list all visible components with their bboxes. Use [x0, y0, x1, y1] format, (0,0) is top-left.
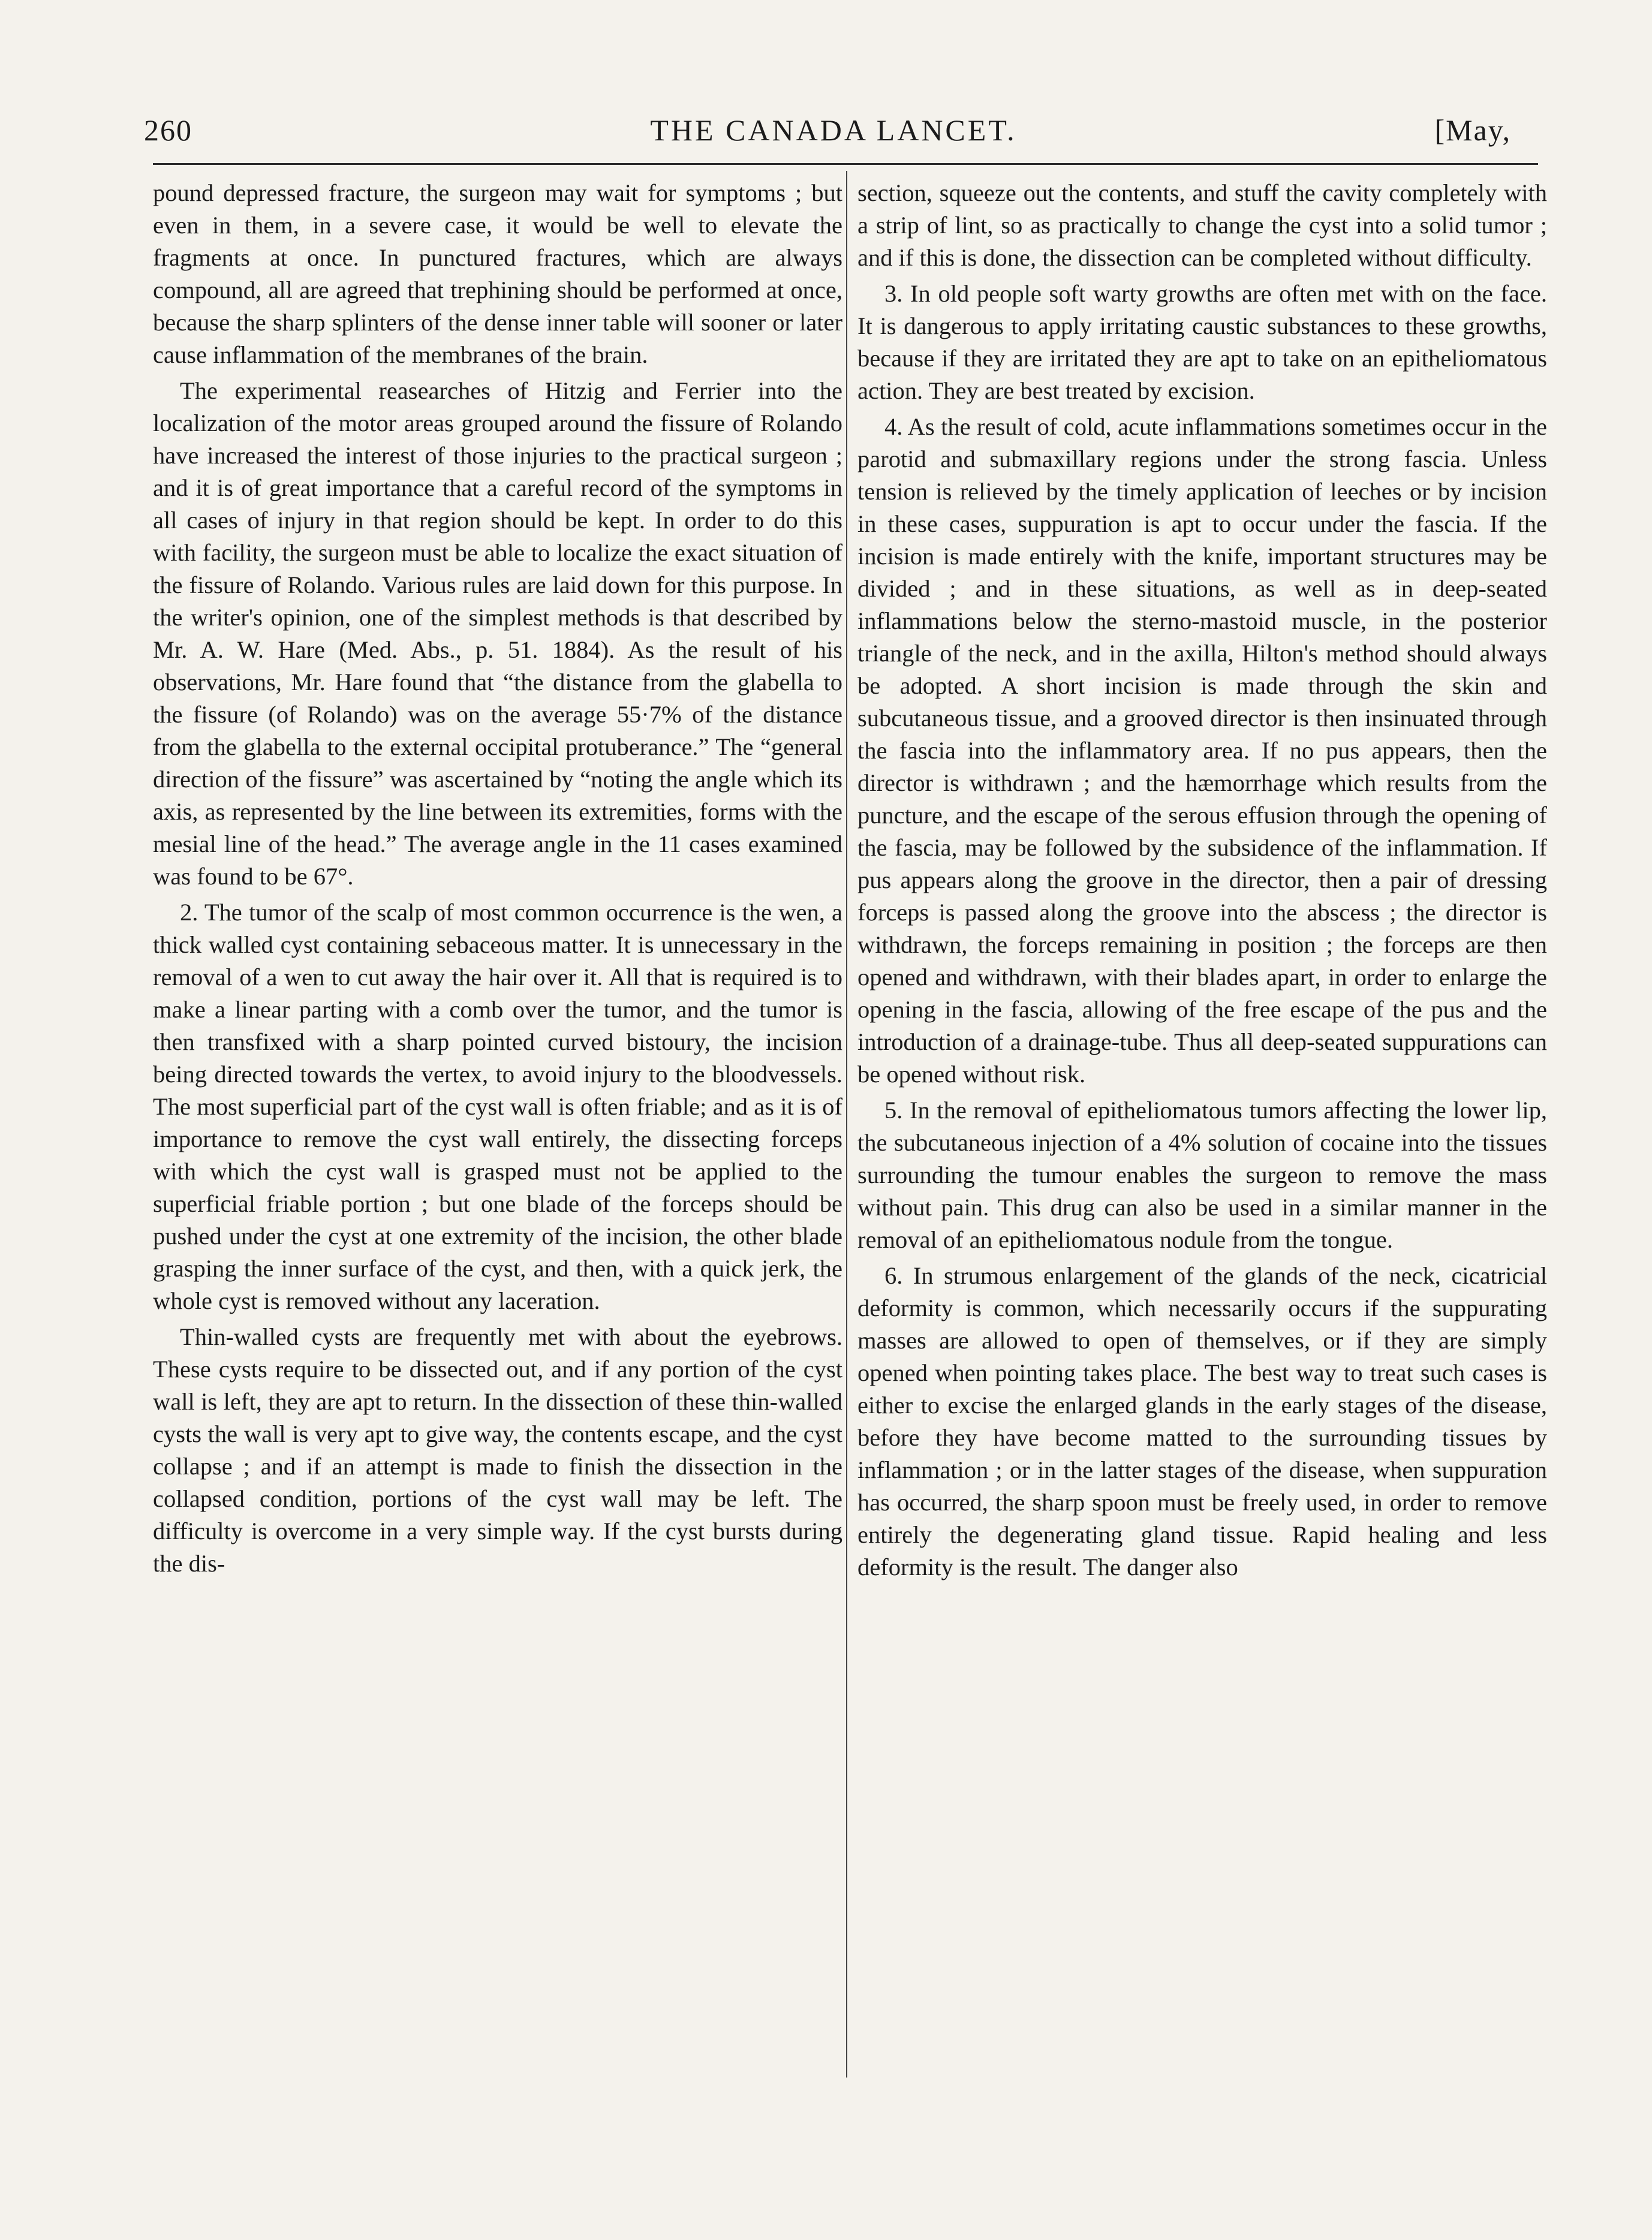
paragraph: 3. In old people soft warty growths are often met with on the face. It is dangerous to apply irritating caustic substances to these growths, because if they are irritated they are apt to take on an epitheliomatous action. They are best treated by excision. — [857, 280, 1547, 404]
left-column — [153, 177, 842, 2155]
right-column — [857, 177, 1547, 2155]
header-rule — [153, 163, 1538, 165]
paragraph: Thin-walled cysts are frequently met with about the eyebrows. These cysts require to be dissected out, and if any portion of the cyst wall is left, they are apt to return. In the dissection of these thin-walled cysts the wall is very apt to give way, the contents escape, and the cyst collapse ; and if an attempt is made to finish the dissection in the collapsed condition, portions of the cyst wall may be left. The difficulty is overcome in a very simple way. If the cyst bursts during the dis- — [153, 1323, 842, 1577]
paragraph: pound depressed fracture, the surgeon may wait for symptoms ; but even in them, in a severe case, it would be well to elevate the fragments at once. In punctured fractures, which are always compound, all are agreed that trephining should be performed at once, because the sharp splinters of the dense inner table will sooner or later cause inflammation of the membranes of the brain. — [153, 179, 842, 368]
journal-title: THE CANADA LANCET. — [650, 113, 1017, 147]
paragraph: 4. As the result of cold, acute inflammations sometimes occur in the parotid and submaxillary regions under the strong fascia. Unless tension is relieved by the timely application of leeches or by incision in these cases, suppuration is apt to occur under the fascia. If the incision is made entirely with the knife, important structures may be divided ; and in these situations, as well as in deep-seated inflammations below the sterno-mastoid muscle, in the posterior triangle of the neck, and in the axilla, Hilton's method should always be adopted. A short incision is made through the skin and subcutaneous tissue, and a grooved director is then insinuated through the fascia into the inflammatory area. If no pus appears, then the director is withdrawn ; and the hæmorrhage which results from the puncture, and the escape of the serous effusion through the opening of the fascia, may be followed by the subsidence of the inflammation. If pus appears along the groove in the director, then a pair of dressing forceps is passed along the groove into the abscess ; the director is withdrawn, the forceps remaining in position ; the forceps are then opened and withdrawn, with their blades apart, in order to enlarge the opening in the fascia, allowing of the free escape of the pus and the introduction of a drainage-tube. Thus all deep-seated suppurations can be opened without risk. — [857, 413, 1547, 1088]
paragraph: 2. The tumor of the scalp of most common occurrence is the wen, a thick walled cyst containing sebaceous matter. It is unnecessary in the removal of a wen to cut away the hair over it. All that is required is to make a linear parting with a comb over the tumor, and the tumor is then transfixed with a sharp pointed curved bistoury, the incision being directed towards the vertex, to avoid injury to the bloodvessels. The most superficial part of the cyst wall is often friable; and as it is of importance to remove the cyst wall entirely, the dissecting forceps with which the cyst wall is grasped must not be applied to the superficial friable portion ; but one blade of the forceps should be pushed under the cyst at one extremity of the incision, the other blade grasping the inner surface of the cyst, and then, with a quick jerk, the whole cyst is removed without any laceration. — [153, 899, 842, 1314]
page-number: 260 — [144, 113, 192, 147]
paragraph: 5. In the removal of epitheliomatous tumors affecting the lower lip, the subcutaneous injection of a 4% solution of cocaine into the tissues surrounding the tumour enables the surgeon to remove the mass without pain. This drug can also be used in a similar manner in the removal of an epitheliomatous nodule from the tongue. — [857, 1097, 1547, 1253]
running-header — [144, 113, 1523, 155]
paragraph: The experimental reasearches of Hitzig and Ferrier into the localization of the motor areas grouped around the fissure of Rolando have increased the interest of those injuries to the practical surgeon ; and it is of great importance that a careful record of the symptoms in all cases of injury in that region should be kept. In order to do this with facility, the surgeon must be able to localize the exact situation of the fissure of Rolando. Various rules are laid down for this purpose. In the writer's opinion, one of the simplest methods is that described by Mr. A. W. Hare (Med. Abs., p. 51. 1884). As the result of his observations, Mr. Hare found that “the distance from the glabella to the fissure (of Rolando) was on the average 55·7% of the distance from the glabella to the external occipital protuberance.” The “general direction of the fissure” was ascertained by “noting the angle which its axis, as represented by the line between its extremities, forms with the mesial line of the head.” The average angle in the 11 cases examined was found to be 67°. — [153, 377, 842, 890]
paragraph: section, squeeze out the contents, and stuff the cavity completely with a strip of lint, so as practically to change the cyst into a solid tumor ; and if this is done, the dissection can be completed without difficulty. — [857, 179, 1547, 271]
paragraph: 6. In strumous enlargement of the glands of the neck, cicatricial deformity is common, which necessarily occurs if the suppurating masses are allowed to open of themselves, or if they are simply opened when pointing takes place. The best way to treat such cases is either to excise the enlarged glands in the early stages of the disease, before they have become matted to the surrounding tissues by inflammation ; or in the latter stages of the disease, when suppuration has occurred, the sharp spoon must be freely used, in order to remove entirely the degenerating gland tissue. Rapid healing and less deformity is the result. The danger also — [857, 1262, 1547, 1580]
column-divider — [846, 171, 847, 2078]
issue-month: [May, — [1434, 113, 1511, 147]
